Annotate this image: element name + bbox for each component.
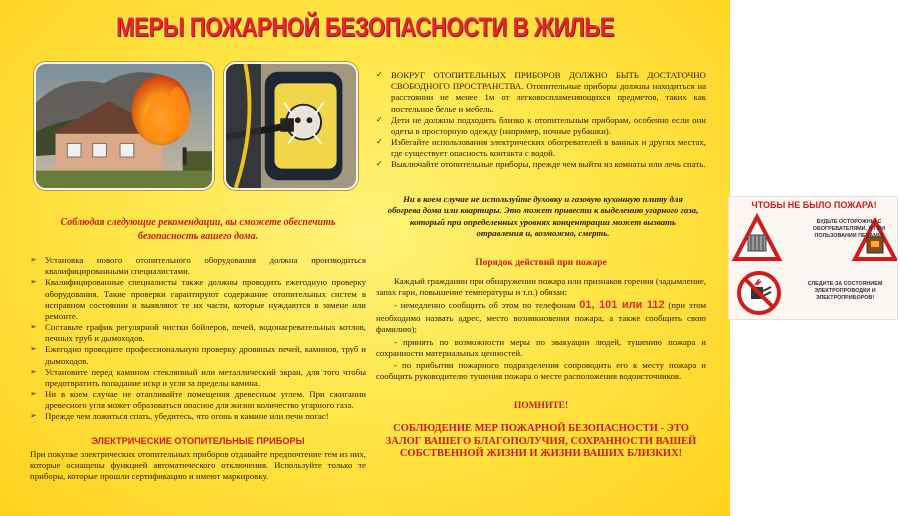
remember-heading: ПОМНИТЕ! xyxy=(513,401,569,411)
side-card-wiring-text: СЛЕДИТЕ ЗА СОСТОЯНИЕМ ЭЛЕКТРОПРОВОДКИ И ЭЛЕКТРОПРИБОРОВ! xyxy=(807,281,883,302)
checkmark-bullet-icon: ✓ xyxy=(376,159,383,169)
side-card-heaters-text: БУДЬТЕ ОСТОРОЖНЫ С ОБОГРЕВАТЕЛЯМИ, И ПРИ ПОЛЬЗОВАНИИ ПЕЧАМИ! xyxy=(812,219,886,240)
fire-procedure-heading: Порядок действий при пожаре xyxy=(475,258,607,268)
list-item: ➢ Установите перед камином стеклянный или металлический экран, для того чтобы предотвратить попадание искр и угля за пределы камина. xyxy=(30,366,366,388)
electric-heaters-heading: ЭЛЕКТРИЧЕСКИЕ ОТОПИТЕЛЬНЫЕ ПРИБОРЫ xyxy=(91,436,305,446)
arrowhead-bullet-icon: ➢ xyxy=(30,322,37,332)
electric-heaters-text: При покупке электрических отопительных приборов отдавайте предпочтение тем из них, которые оснащены функцией автоматического отключения. Используйте только те приборы, которые прошли сертификацию и имеют маркировку. xyxy=(30,449,366,482)
procedure-step-3: - по прибытии пожарного подразделения сопроводить его к месту пожара и сообщить руководителю тушения пожара о месте расположения водоисточников. xyxy=(376,360,706,382)
poster-title: МЕРЫ ПОЖАРНОЙ БЕЗОПАСНОСТИ В ЖИЛЬЕ xyxy=(115,12,615,42)
checkmark-bullet-icon: ✓ xyxy=(376,70,383,79)
burning-socket-photo xyxy=(224,62,358,190)
list-item: ✓ Дети не должны подходить близко к отопительным приборам, особенно если они одеты в просторную одежду (например, ночные рубашки). xyxy=(376,114,706,136)
side-card-title: ЧТОБЫ НЕ БЫЛО ПОЖАРА! xyxy=(751,200,877,210)
fire-prevention-card xyxy=(728,196,898,320)
procedure-step-2: - принять по возможности меры по эвакуации людей, тушению пожара и сохранности материальных ценностей. xyxy=(376,336,706,358)
checkmark-bullet-icon: ✓ xyxy=(376,137,383,147)
closing-slogan: СОБЛЮДЕНИЕ МЕР ПОЖАРНОЙ БЕЗОПАСНОСТИ - ЭТО ЗАЛОГ ВАШЕГО БЛАГОПОЛУЧИЯ, СОХРАННОСТИ ВАШЕЙ СОБСТВЕННОЙ ЖИЗНИ И ЖИЗНИ ВАШИХ БЛИЗКИХ! xyxy=(385,423,697,460)
checkmark-bullet-icon: ✓ xyxy=(376,114,383,124)
list-item: ➢ Квалифицированные специалисты также должны проводить ежегодную проверку оборудования. Такие проверки гарантируют содержание отопительных систем в исправном состоянии и выявляют те их части, которые нуждаются в замене или ремонте. xyxy=(30,277,366,321)
list-item: ✓ Выключайте отопительные приборы, прежде чем выйти из комнаты или лечь спать. xyxy=(376,159,706,170)
list-item: ➢ Прежде чем ложиться спать, убедитесь, что огонь в камине или печи погас! xyxy=(30,411,329,422)
oven-warning-text: Ни в коем случае не используйте духовку и газовую кухонную плиту для обогрева дома или квартиры. Это может привести к выделению угарного газа, который при определенных уровнях концентрации может вызвать отравления и, возможно, смерть. xyxy=(387,194,699,239)
right-rules-list xyxy=(376,70,706,171)
arrowhead-bullet-icon: ➢ xyxy=(30,255,37,264)
arrowhead-bullet-icon: ➢ xyxy=(30,344,37,354)
arrowhead-bullet-icon: ➢ xyxy=(30,277,37,287)
intro-text: Соблюдая следующие рекомендации, вы сможете обеспечить безопасность вашего дома. xyxy=(60,217,336,242)
list-item: ➢ Составьте график регулярной чистки бойлеров, печей, водонагревательных котлов, печных труб и дымоходов. xyxy=(30,322,366,344)
list-item: ✓ ВОКРУГ ОТОПИТЕЛЬНЫХ ПРИБОРОВ ДОЛЖНО БЫТЬ ДОСТАТОЧНО СВОБОДНОГО ПРОСТРАНСТВА. Отопительные приборы должны находиться на расстоянии не менее 1м от легковоспламеняющихся предметов, таких как постельное белье и мебель. xyxy=(376,70,706,114)
list-item: ➢ Установка нового отопительного оборудования должна производиться квалифицированными специалистами. xyxy=(30,255,366,277)
emergency-phones: 01, 101 или 112 xyxy=(579,299,665,312)
burning-house-photo xyxy=(34,62,214,190)
fire-procedure-text xyxy=(376,276,706,383)
list-item: ➢ Ежегодно проводите профессиональную проверку дровяных печей, каминов, труб и дымоходов. xyxy=(30,344,366,366)
arrowhead-bullet-icon: ➢ xyxy=(30,411,37,421)
arrowhead-bullet-icon: ➢ xyxy=(30,366,37,376)
procedure-intro: Каждый гражданин при обнаружении пожара или признаков горения (задымление, запах гари, повышение температуры и т.п.) обязан: xyxy=(376,276,706,298)
list-item: ✓ Избегайте использования электрических обогревателей в ванных и других местах, где существует опасность контакта с водой. xyxy=(376,137,706,159)
list-item: ➢ Ни в коем случае не отапливайте помещения древесным углем. При сжигании древесного угля может образоваться опасное для жизни количество угарного газа. xyxy=(30,389,366,411)
left-recommendations-list xyxy=(30,255,366,423)
arrowhead-bullet-icon: ➢ xyxy=(30,389,37,399)
procedure-step-1: - немедленно сообщить об этом по телефонам 01, 101 или 112 (при этом необходимо назвать адрес, место возникновения пожара, а также сообщить свою фамилию); xyxy=(376,299,707,335)
